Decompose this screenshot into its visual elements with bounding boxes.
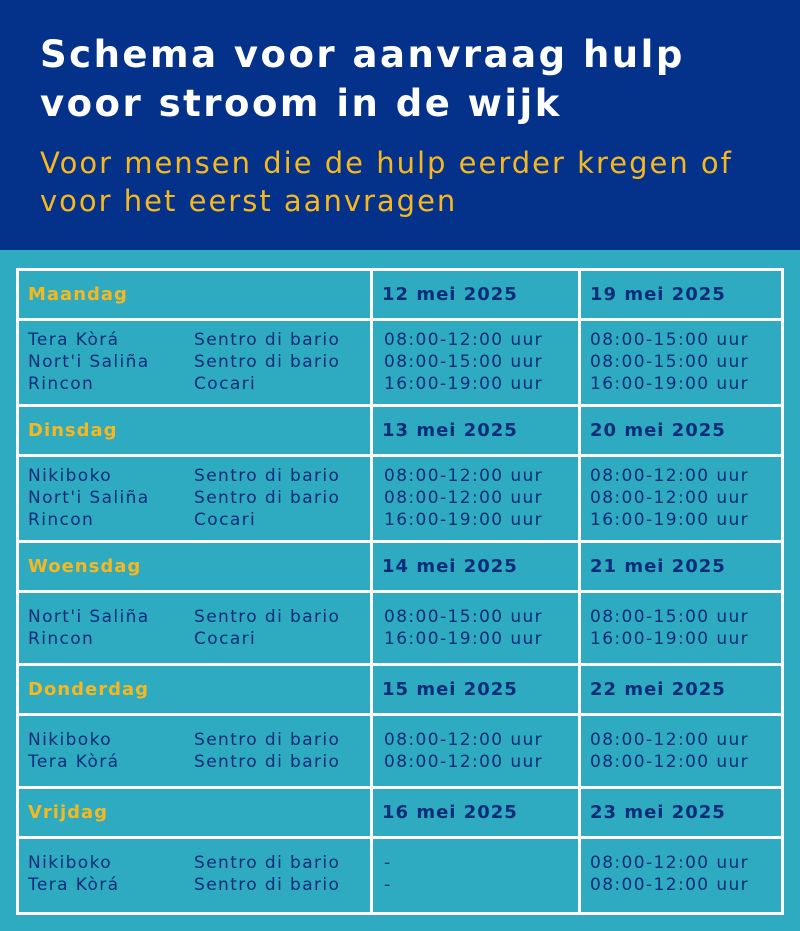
neighborhood-name: Rincon bbox=[28, 510, 95, 530]
location-name: Sentro di bario bbox=[194, 488, 341, 508]
time-week1: 08:00-12:00 uur bbox=[384, 330, 544, 350]
neighborhood-name: Tera Kòrá bbox=[28, 751, 120, 772]
location-name: Cocari bbox=[194, 510, 257, 530]
neighborhood-name: Tera Kòrá bbox=[28, 330, 120, 350]
grid-hline bbox=[16, 404, 784, 407]
location-name: Cocari bbox=[194, 374, 257, 394]
time-week2: 08:00-12:00 uur bbox=[590, 729, 750, 750]
time-week1: 08:00-12:00 uur bbox=[384, 751, 544, 772]
neighborhood-name: Nort'i Saliña bbox=[28, 352, 150, 372]
time-week2: 16:00-19:00 uur bbox=[590, 628, 750, 649]
time-week2: 08:00-12:00 uur bbox=[590, 852, 750, 873]
date-week2: 23 mei 2025 bbox=[590, 802, 726, 823]
grid-hline bbox=[16, 836, 784, 839]
day-label: Woensdag bbox=[28, 556, 142, 577]
time-week2: 08:00-12:00 uur bbox=[590, 488, 750, 508]
schedule-table bbox=[16, 268, 784, 915]
date-week2: 19 mei 2025 bbox=[590, 284, 726, 305]
time-week1: 16:00-19:00 uur bbox=[384, 374, 544, 394]
day-label: Vrijdag bbox=[28, 802, 109, 823]
time-week1: - bbox=[384, 874, 392, 895]
time-week2: 08:00-15:00 uur bbox=[590, 330, 750, 350]
time-week2: 08:00-12:00 uur bbox=[590, 466, 750, 486]
header-banner bbox=[0, 0, 800, 250]
neighborhood-name: Nikiboko bbox=[28, 466, 113, 486]
grid-hline bbox=[16, 540, 784, 543]
neighborhood-name: Nort'i Saliña bbox=[28, 488, 150, 508]
page-subtitle: Voor mensen die de hulp eerder kregen of voor het eerst aanvragen bbox=[40, 146, 733, 218]
location-name: Sentro di bario bbox=[194, 874, 341, 895]
time-week1: 08:00-12:00 uur bbox=[384, 729, 544, 750]
location-name: Sentro di bario bbox=[194, 852, 341, 873]
grid-hline bbox=[16, 318, 784, 321]
neighborhood-name: Rincon bbox=[28, 628, 95, 649]
location-name: Sentro di bario bbox=[194, 751, 341, 772]
grid-hline bbox=[16, 454, 784, 457]
location-name: Sentro di bario bbox=[194, 352, 341, 372]
date-week1: 15 mei 2025 bbox=[382, 679, 518, 700]
date-week1: 12 mei 2025 bbox=[382, 284, 518, 305]
location-name: Sentro di bario bbox=[194, 330, 341, 350]
time-week1: 08:00-15:00 uur bbox=[384, 606, 544, 627]
time-week1: 08:00-12:00 uur bbox=[384, 466, 544, 486]
time-week1: - bbox=[384, 852, 392, 873]
location-name: Sentro di bario bbox=[194, 729, 341, 750]
date-week1: 13 mei 2025 bbox=[382, 420, 518, 441]
location-name: Cocari bbox=[194, 628, 257, 649]
neighborhood-name: Nikiboko bbox=[28, 729, 113, 750]
date-week2: 22 mei 2025 bbox=[590, 679, 726, 700]
date-week2: 21 mei 2025 bbox=[590, 556, 726, 577]
time-week1: 08:00-12:00 uur bbox=[384, 488, 544, 508]
grid-hline bbox=[16, 786, 784, 789]
date-week2: 20 mei 2025 bbox=[590, 420, 726, 441]
grid-hline bbox=[16, 590, 784, 593]
time-week1: 16:00-19:00 uur bbox=[384, 510, 544, 530]
location-name: Sentro di bario bbox=[194, 606, 341, 627]
grid-hline bbox=[16, 268, 784, 271]
time-week1: 08:00-15:00 uur bbox=[384, 352, 544, 372]
neighborhood-name: Nort'i Saliña bbox=[28, 606, 150, 627]
grid-hline bbox=[16, 663, 784, 666]
time-week2: 08:00-12:00 uur bbox=[590, 751, 750, 772]
date-week1: 16 mei 2025 bbox=[382, 802, 518, 823]
grid-hline bbox=[16, 713, 784, 716]
neighborhood-name: Nikiboko bbox=[28, 852, 113, 873]
date-week1: 14 mei 2025 bbox=[382, 556, 518, 577]
neighborhood-name: Rincon bbox=[28, 374, 95, 394]
time-week2: 16:00-19:00 uur bbox=[590, 374, 750, 394]
location-name: Sentro di bario bbox=[194, 466, 341, 486]
time-week2: 16:00-19:00 uur bbox=[590, 510, 750, 530]
time-week2: 08:00-15:00 uur bbox=[590, 352, 750, 372]
time-week2: 08:00-15:00 uur bbox=[590, 606, 750, 627]
day-label: Dinsdag bbox=[28, 420, 118, 441]
day-label: Maandag bbox=[28, 284, 128, 305]
grid-hline bbox=[16, 912, 784, 915]
page-title: Schema voor aanvraag hulp voor stroom in de wijk bbox=[40, 33, 685, 125]
neighborhood-name: Tera Kòrá bbox=[28, 874, 120, 895]
day-label: Donderdag bbox=[28, 679, 150, 700]
time-week2: 08:00-12:00 uur bbox=[590, 874, 750, 895]
time-week1: 16:00-19:00 uur bbox=[384, 628, 544, 649]
